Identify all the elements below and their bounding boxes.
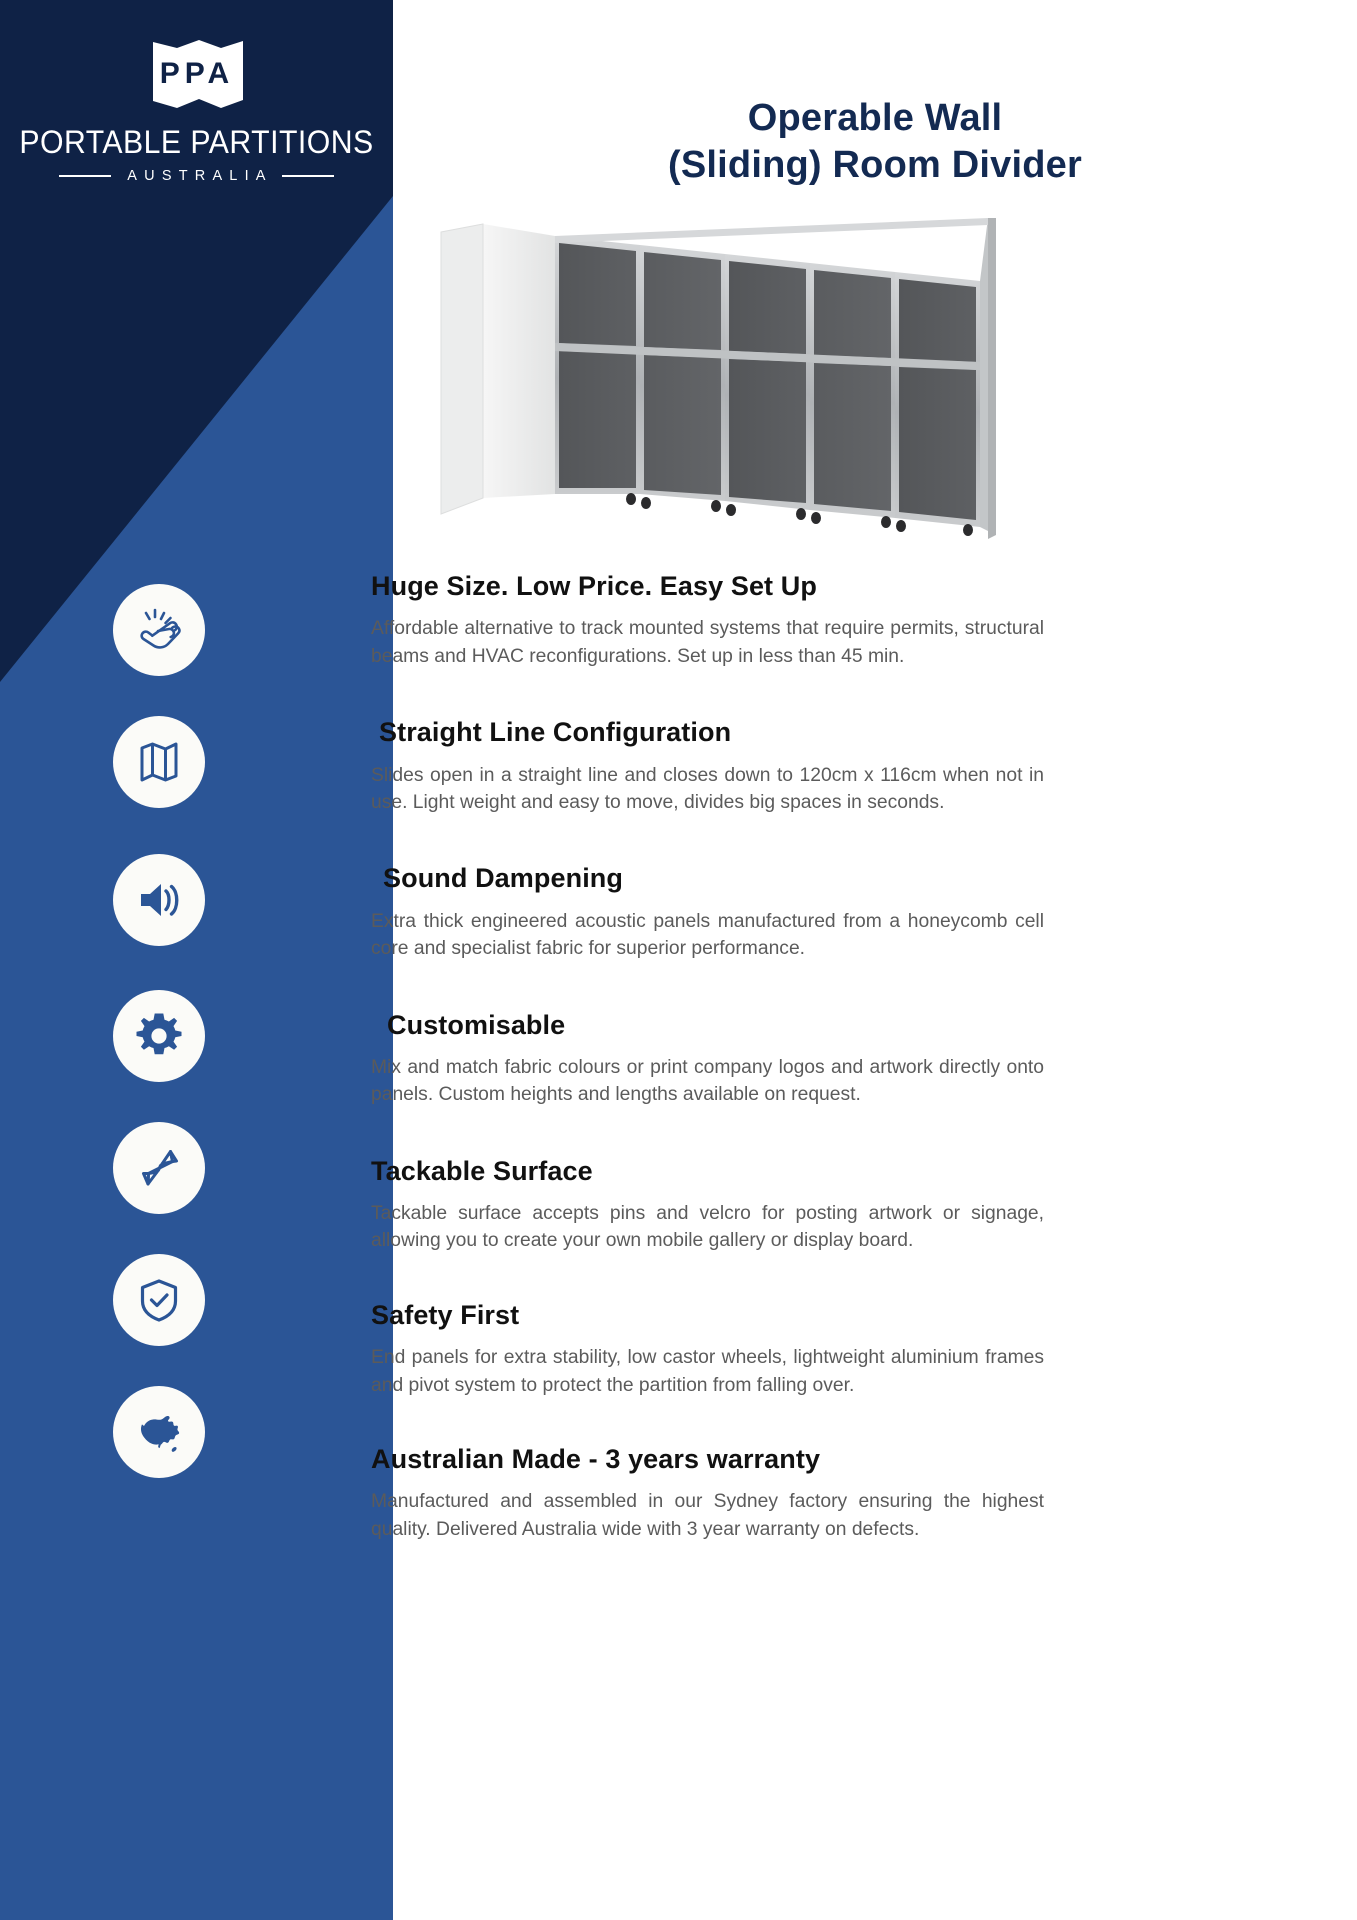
sidebar-icon-gear — [113, 990, 205, 1082]
feature-block — [371, 1155, 1071, 1255]
logo-rule-right — [282, 175, 334, 177]
map-fold-icon — [133, 736, 185, 788]
page-title-line2: (Sliding) Room Divider — [668, 143, 1082, 186]
feature-body: Tackable surface accepts pins and velcro for posting artwork or signage, allowing you to create your own mobile gallery or display board. — [371, 1203, 1044, 1252]
feature-body: Extra thick engineered acoustic panels manufactured from a honeycomb cell core and specialist fabric for superior performance. — [371, 910, 1044, 960]
content-area — [371, 0, 1357, 1920]
brand-logo — [0, 38, 393, 184]
sidebar — [0, 0, 393, 1920]
logo-wordmark: PORTABLE PARTITIONS — [19, 124, 374, 160]
sidebar-diagonal-wedge — [0, 0, 393, 1920]
logo-subtitle-row — [0, 168, 393, 184]
feature-block — [371, 1443, 1071, 1543]
shield-check-icon — [133, 1274, 185, 1326]
sidebar-icon-australia — [113, 1386, 205, 1478]
feature-body: Affordable alternative to track mounted systems that require permits, structural beams and HVAC reconfigurations. Set up in less than 45 min. — [371, 618, 1044, 667]
feature-block — [371, 570, 1071, 670]
page-title-line1: Operable Wall — [747, 97, 1003, 139]
product-photo — [435, 198, 1025, 568]
pushpin-icon — [132, 1141, 186, 1195]
feature-body: Mix and match fabric colours or print company logos and artwork directly onto panels. Custom heights and lengths available on request. — [371, 1056, 1044, 1106]
hand-snap-icon — [131, 602, 187, 658]
svg-text:PPA: PPA — [159, 57, 234, 90]
logo-rule-left — [59, 175, 111, 177]
feature-block — [371, 1009, 1071, 1109]
feature-title: Sound Dampening — [383, 863, 623, 894]
feature-title: Tackable Surface — [371, 1155, 593, 1186]
feature-list — [371, 570, 1071, 1543]
feature-title: Customisable — [387, 1009, 566, 1040]
australia-map-icon — [131, 1406, 187, 1458]
gear-icon — [131, 1008, 187, 1064]
feature-block — [371, 716, 1071, 816]
sidebar-icon-map — [113, 716, 205, 808]
feature-block — [371, 1299, 1071, 1399]
logo-subtitle: AUSTRALIA — [127, 168, 273, 184]
feature-block — [371, 862, 1071, 962]
page-title — [393, 95, 1357, 188]
speaker-icon — [132, 873, 186, 927]
ppa-monogram-icon — [147, 38, 247, 112]
sidebar-icon-sound — [113, 854, 205, 946]
feature-title: Huge Size. Low Price. Easy Set Up — [371, 571, 817, 601]
sidebar-icon-pushpin — [113, 1122, 205, 1214]
feature-title: Straight Line Configuration — [379, 717, 732, 748]
feature-body: End panels for extra stability, low castor wheels, lightweight aluminium frames and pivot system to protect the partition from falling over. — [371, 1347, 1044, 1396]
sidebar-icon-hand-snap — [113, 584, 205, 676]
feature-title: Australian Made - 3 years warranty — [371, 1444, 821, 1475]
feature-body: Manufactured and assembled in our Sydney factory ensuring the highest quality. Delivered Australia wide with 3 year warranty on defects. — [371, 1491, 1044, 1540]
feature-body: Slides open in a straight line and closes down to 120cm x 116cm when not in use. Light weight and easy to move, divides big spaces in seconds. — [371, 764, 1044, 813]
feature-title: Safety First — [371, 1299, 520, 1330]
sidebar-icon-shield — [113, 1254, 205, 1346]
